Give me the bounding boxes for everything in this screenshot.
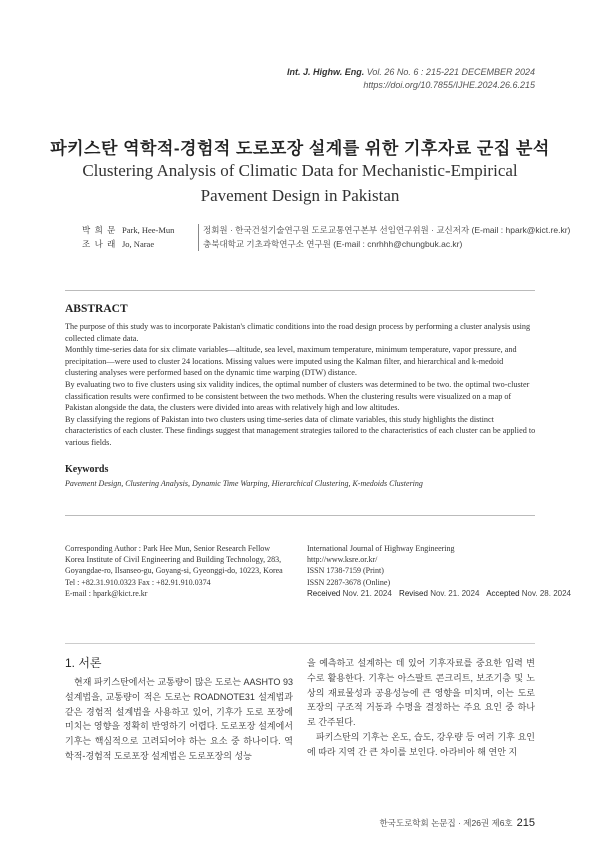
abstract-body — [65, 321, 537, 449]
title-korean: 파키스탄 역학적-경험적 도로포장 설계를 위한 기후자료 군집 분석 — [50, 139, 550, 158]
journal-info-line: International Journal of Highway Engineering — [307, 544, 455, 553]
body-column-left — [65, 675, 293, 764]
title-english: Clustering Analysis of Climatic Data for Mechanistic-Empirical Pavement Design in Pakistan — [82, 161, 518, 205]
author-affiliation: 충북대학교 기초과학연구소 연구원 (E-mail : cnrhhh@chungbuk.ac.kr) — [203, 239, 463, 249]
journal-name: Int. J. Highw. Eng. — [287, 67, 365, 77]
page-footer — [379, 817, 535, 829]
received-label: Received — [307, 588, 341, 598]
page-number: 215 — [516, 817, 535, 829]
author-row — [82, 237, 570, 251]
doi-link[interactable]: https://doi.org/10.7855/IJHE.2024.26.6.215 — [363, 80, 535, 90]
author-block — [82, 223, 570, 251]
journal-url[interactable]: http://www.ksre.or.kr/ — [307, 555, 378, 565]
author-name-ko: 박 희 문 — [82, 225, 117, 235]
abstract-paragraph: Monthly time-series data for six climate variables—altitude, sea level, maximum temperature, minimum temperature, vapor pressure, and precipitation—were used to cluster 24 locations. Missing values were imputed using the Kalman filter, and hierarchical and k-medoid clustering analyses were performed based on the dynamic time warping (DTW) distance. — [65, 345, 517, 378]
journal-info-line: ISSN 1738-7159 (Print) — [307, 566, 384, 576]
abstract-paragraph: By evaluating two to five clusters using six validity indices, the optimal number of clusters was determined to be two. the optimal two-cluster classification results were confirmed to be consistent between the two methods. When the clustering results were visualized on a map of Pakistan alongside the data, the clusters were divided into areas with relatively high and low altitudes. — [65, 379, 530, 413]
accepted-label: Accepted — [486, 588, 520, 598]
journal-info-line: ISSN 2287-3678 (Online) — [307, 577, 391, 587]
submission-dates — [307, 588, 576, 599]
body-paragraph: 현재 파키스탄에서는 교통량이 많은 도로는 AASHTO 93 설계법을, 교통량이 적은 도로는 ROADNOTE31 설계법과 같은 경험적 설계법을 사용하고 있어, 기후가 도로 포장에 미치는 영향을 정확히 반영하기 어렵다. 도로포장 설계에서 기후는 핵심적으로 고려되어야 하는 요소 중 하나이다. 역학적-경험적 도로포장 설계법은 도로포장의 성능 — [65, 677, 293, 761]
corresponding-line: Goyangdae-ro, Ilsanseo-gu, Goyang-si, Gyeonggi-do, 10223, Korea — [65, 566, 283, 576]
received-date: Nov. 21. 2024 — [342, 588, 392, 598]
abstract-paragraph: The purpose of this study was to incorporate Pakistan's climatic conditions into the road design process by performing a cluster analysis using collected climate data. — [65, 322, 531, 343]
author-name-ko: 조 나 래 — [82, 239, 117, 249]
keywords-heading: Keywords — [65, 464, 109, 475]
divider-rule — [65, 643, 535, 644]
corresponding-line: Corresponding Author : Park Hee Mun, Senior Research Fellow — [65, 544, 271, 553]
author-affiliation: 정회원 · 한국건설기술연구원 도로교통연구본부 선임연구위원 · 교신저자 (E-mail : hpark@kict.re.kr) — [203, 225, 571, 235]
body-paragraph: 파키스탄의 기후는 온도, 습도, 강우량 등 여러 기후 요인에 따라 지역 간 큰 차이를 보인다. 아라비아 해 연안 지 — [307, 731, 535, 757]
corresponding-author — [65, 543, 283, 599]
corresponding-line: Korea Institute of Civil Engineering and Building Technology, 283, — [65, 555, 282, 565]
revised-label: Revised — [399, 588, 428, 598]
accepted-date: Nov. 28. 2024 — [521, 588, 571, 598]
corresponding-email[interactable]: E-mail : hpark@kict.re.kr — [65, 588, 148, 598]
author-name-en: Jo, Narae — [122, 239, 155, 249]
corresponding-line: Tel : +82.31.910.0323 Fax : +82.91.910.0374 — [65, 577, 211, 587]
abstract-paragraph: By classifying the regions of Pakistan into two clusters using time-series data of climate variables, this study highlights the distinct characteristics of each cluster. These findings suggest that management strategies tailored to the characteristics of each cluster can be applied to various fields. — [65, 414, 536, 447]
revised-date: Nov. 21. 2024 — [430, 588, 480, 598]
abstract-heading: ABSTRACT — [65, 303, 128, 315]
divider-rule — [65, 515, 535, 516]
author-row — [82, 223, 570, 237]
volume-info: Vol. 26 No. 6 : 215-221 DECEMBER 2024 — [366, 67, 535, 77]
divider-rule — [65, 290, 535, 291]
body-column-right — [307, 656, 535, 760]
footer-journal: 한국도로학회 논문집 · 제26권 제6호 — [379, 818, 513, 828]
body-paragraph: 을 예측하고 설계하는 데 있어 기후자료를 중요한 입력 변수로 활용한다. 기후는 아스팔트 콘크리트, 보조기층 및 노상의 재료물성과 공용성능에 큰 영향을 미치며, 이는 도로포장의 구조적 거동과 수명을 결정하는 주요 요인 중 하나로 간주된다. — [307, 658, 535, 728]
keywords-text: Pavement Design, Clustering Analysis, Dynamic Time Warping, Hierarchical Clustering, K-medoids Clustering — [65, 479, 423, 488]
section-heading: 1. 서론 — [65, 656, 102, 670]
journal-info — [307, 543, 576, 599]
journal-header — [287, 66, 535, 92]
author-divider — [198, 224, 199, 251]
author-name-en: Park, Hee-Mun — [122, 225, 175, 235]
